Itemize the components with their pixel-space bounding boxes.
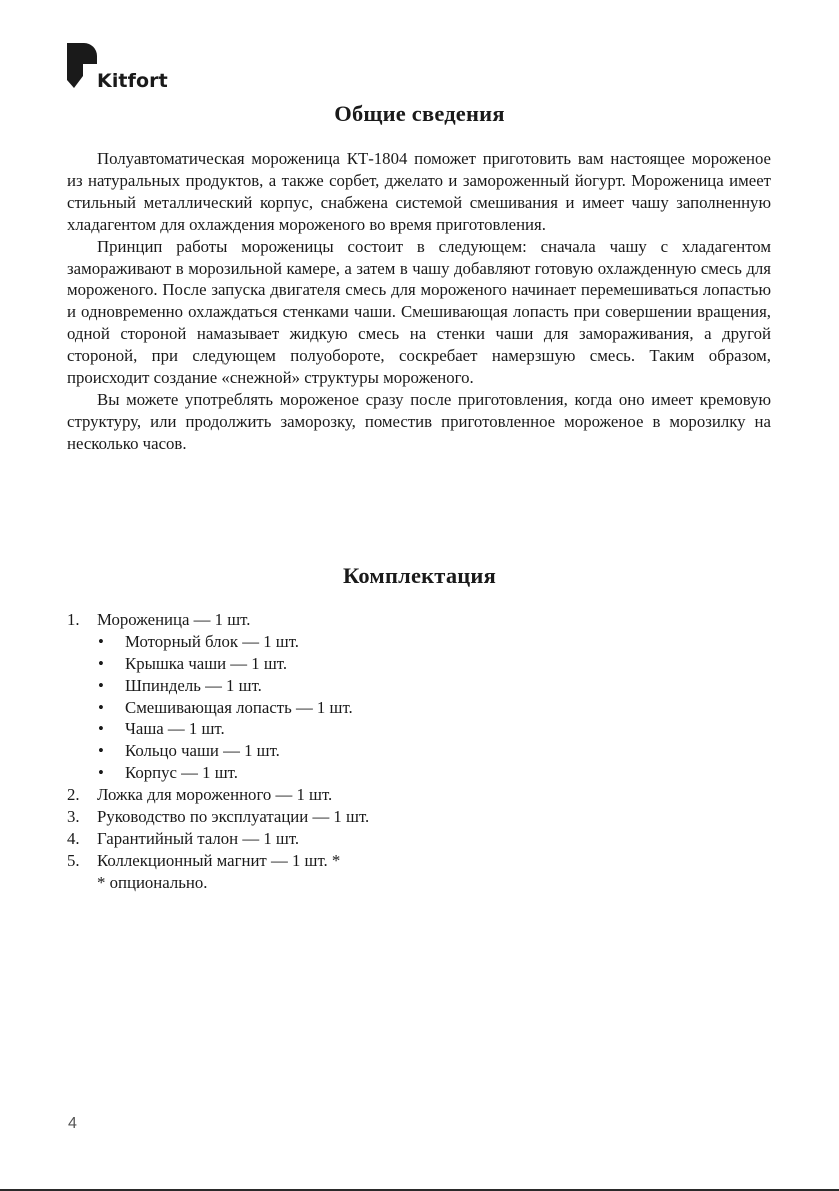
bullet: • [98,631,104,651]
bullet: • [98,719,104,739]
page-number: 4 [68,1115,77,1132]
list-number: 4. [67,828,80,848]
sub-item-text: Корпус — 1 шт. [125,763,238,783]
bullet: • [98,675,104,695]
list-item-text: Мороженица — 1 шт. [97,610,251,629]
list-item-text: Гарантийный талон — 1 шт. [97,828,300,848]
list-item-text: Руководство по эксплуатации — 1 шт. [97,807,370,827]
sub-item-text: Крышка чаши — 1 шт. [125,653,288,673]
footnote-text: * опционально. [97,872,208,892]
list-item-text: Ложка для мороженного — 1 шт. [97,785,333,805]
bullet: • [98,697,104,717]
list-number: 2. [67,785,80,805]
kitfort-logo-icon [67,43,97,89]
sub-item-text: Смешивающая лопасть — 1 шт. [125,697,353,717]
section-title-general: Общие сведения [334,101,505,126]
sub-item-text: Моторный блок — 1 шт. [125,631,299,651]
bullet: • [98,741,104,761]
brand-name: Kitfort [97,70,168,92]
section-title-kit: Комплектация [343,563,496,588]
bullet: • [98,653,104,673]
sub-item-text: Чаша — 1 шт. [125,719,225,739]
paragraph: Полуавтоматическая мороженица КТ-1804 поможет приготовить вам настоящее мороженое из натуральных продуктов, а также сорбет, джелато и замороженный йогурт. Мороженица имеет стильный металлический корпус, снабжена системой смешивания и имеет чашу заполненную хладагентом для охлаждения мороженого во время приготовления. [67,149,771,234]
general-info-text [67,148,771,455]
sub-item-text: Кольцо чаши — 1 шт. [125,741,280,761]
list-number: 5. [67,850,80,870]
list-number: 3. [67,807,80,827]
paragraph: Принцип работы мороженицы состоит в следующем: сначала чашу с хладагентом замораживают в морозильной камере, а затем в чашу добавляют готовую охлажденную смесь для мороженого. После запуска двигателя смесь для мороженого начинает перемешиваться лопастью и одновременно охлаждаться стенками чаши. Смешивающая лопасть при совершении вращения, одной стороной намазывает жидкую смесь на стенки чаши для замораживания, а другой стороной, при следующем полуобороте, соскребает намерзшую смесь. Таким образом, происходит создание «снежной» структуры мороженого. [67,236,771,388]
kitfort-logo [67,43,197,91]
bullet: • [98,763,104,783]
sub-item-text: Шпиндель — 1 шт. [125,675,262,695]
list-number: 1. [67,610,80,629]
list-item-text: Коллекционный магнит — 1 шт. * [97,850,341,870]
paragraph: Вы можете употреблять мороженое сразу после приготовления, когда оно имеет кремовую структуру, или продолжить заморозку, поместив приготовленное мороженое в морозилку на несколько часов. [67,389,771,453]
